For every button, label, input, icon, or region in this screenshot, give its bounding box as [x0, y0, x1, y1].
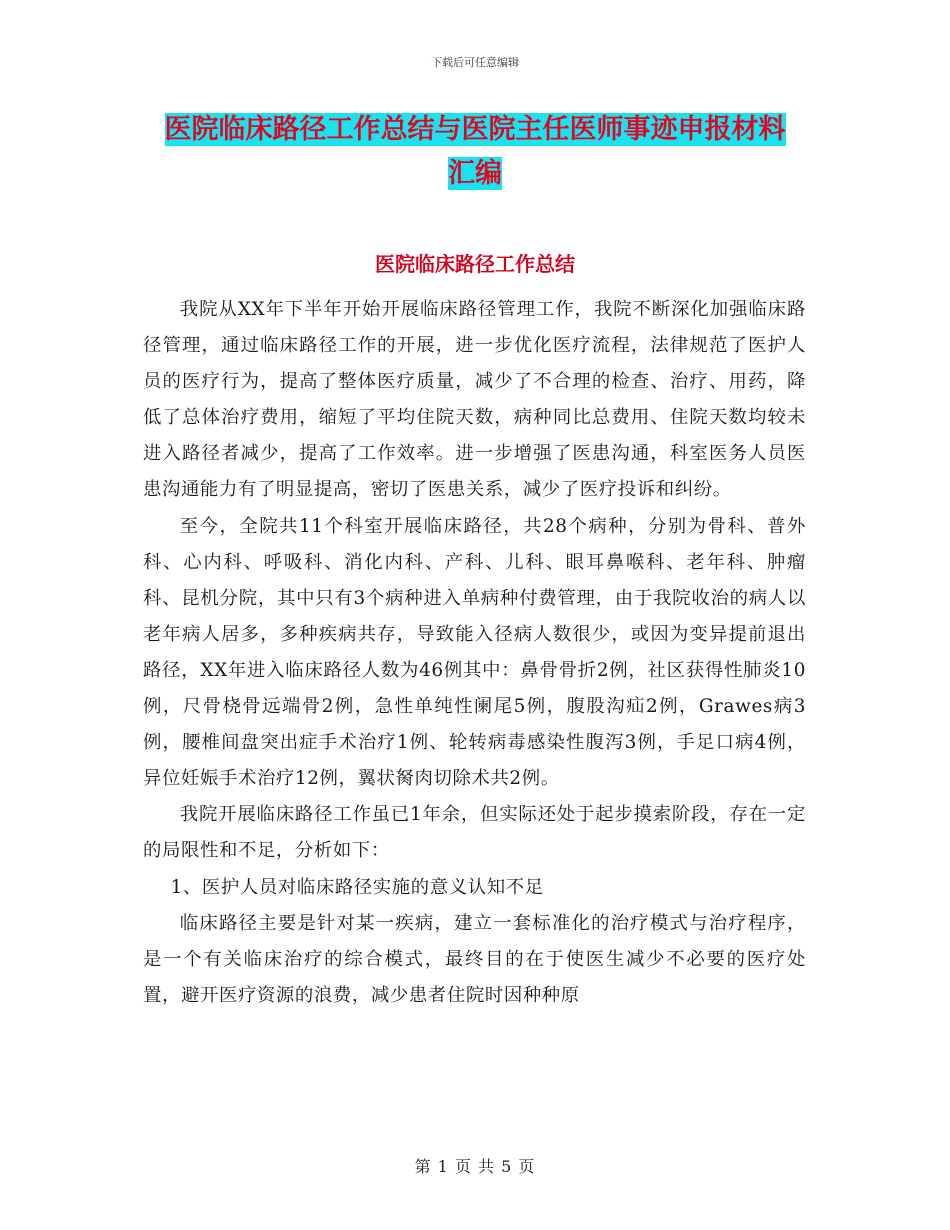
body-text [143, 292, 806, 1014]
section-title: 医院临床路径工作总结 [375, 252, 575, 276]
document-title [140, 108, 810, 196]
document-title-line2: 汇编 [448, 158, 502, 189]
paragraph: 我院从XX年下半年开始开展临床路径管理工作，我院不断深化加强临床路径管理，通过临床路径工作的开展，进一步优化医疗流程，法律规范了医护人员的医疗行为，提高了整体医疗质量，减少了不合理的检查、治疗、用药，降低了总体治疗费用，缩短了平均住院天数，病种同比总费用、住院天数均较未进入路径者减少，提高了工作效率。进一步增强了医患沟通，科室医务人员医患沟通能力有了明显提高，密切了医患关系，减少了医疗投诉和纠纷。 [143, 299, 806, 501]
document-title-line1: 医院临床路径工作总结与医院主任医师事迹申报材料 [164, 114, 786, 145]
header-note: 下载后可任意编辑 [431, 56, 519, 69]
paragraph: 我院开展临床路径工作虽已1年余，但实际还处于起步摸索阶段，存在一定的局限性和不足，分析如下： [143, 804, 806, 862]
page-footer: 第 1 页 共 5 页 [414, 1157, 536, 1176]
paragraph: 临床路径主要是针对某一疾病，建立一套标准化的治疗模式与治疗程序，是一个有关临床治疗的综合模式，最终目的在于使医生减少不必要的医疗处置，避开医疗资源的浪费，减少患者住院时因种种原 [143, 912, 806, 1006]
subheading: 1、医护人员对临床路径实施的意义认知不足 [170, 876, 544, 898]
paragraph: 至今，全院共11个科室开展临床路径，共28个病种，分别为骨科、普外科、心内科、呼吸科、消化内科、产科、儿科、眼耳鼻喉科、老年科、肿瘤科、昆机分院，其中只有3个病种进入单病种付费管理，由于我院收治的病人以老年病人居多，多种疾病共存，导致能入径病人数很少，或因为变异提前退出路径，XX年进入临床路径人数为46例其中：鼻骨骨折2例，社区获得性肺炎10例，尺骨桡骨远端骨2例，急性单纯性阑尾5例，腹股沟疝2例，Grawes病3例，腰椎间盘突出症手术治疗1例、轮转病毒感染性腹泻3例，手足口病4例，异位妊娠手术治疗12例，翼状胬肉切除术共2例。 [143, 515, 806, 790]
